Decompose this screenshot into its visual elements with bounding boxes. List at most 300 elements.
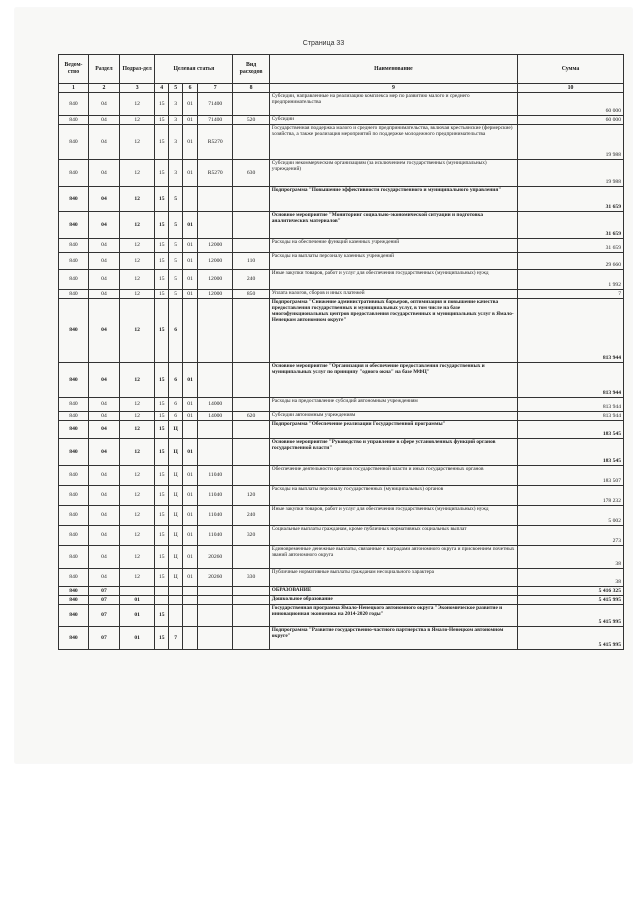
name-cell: Публичные нормативные выплаты гражданам несоциального характера xyxy=(269,569,517,587)
col-number: 6 xyxy=(183,84,198,93)
razdel-cell: 04 xyxy=(88,466,119,486)
name-cell: Основное мероприятие "Организация и обеспечение предоставления государственных и муниципальных услуг по принципу "одного окна" на базе МФЦ" xyxy=(269,363,517,398)
subprogram-cell: 6 xyxy=(169,299,183,363)
subprogram-cell: 5 xyxy=(169,212,183,239)
vid-cell xyxy=(233,439,269,466)
program-cell: 15 xyxy=(155,439,169,466)
vid-cell: 520 xyxy=(233,116,269,125)
event-cell: 01 xyxy=(183,160,198,187)
direction-cell xyxy=(198,596,233,605)
sum-cell: 183 545 xyxy=(518,421,624,439)
vedomstvo-cell: 840 xyxy=(59,526,89,546)
vedomstvo-cell: 840 xyxy=(59,299,89,363)
event-cell: 01 xyxy=(183,486,198,506)
col-number: 2 xyxy=(88,84,119,93)
vid-cell: 240 xyxy=(233,270,269,290)
header-vedomstvo: Ведом-ство xyxy=(59,55,89,84)
subprogram-cell xyxy=(169,605,183,627)
direction-cell: 12000 xyxy=(198,290,233,299)
sum-cell: 31 659 xyxy=(518,212,624,239)
vedomstvo-cell: 840 xyxy=(59,290,89,299)
razdel-cell: 04 xyxy=(88,526,119,546)
razdel-cell: 04 xyxy=(88,290,119,299)
program-cell: 15 xyxy=(155,270,169,290)
sum-cell: 31 659 xyxy=(518,239,624,253)
vid-cell xyxy=(233,125,269,160)
table-row xyxy=(59,421,624,439)
sum-cell: 1 992 xyxy=(518,270,624,290)
direction-cell: 71400 xyxy=(198,116,233,125)
name-cell: Единовременные денежные выплаты, связанные с наградами автономного округа и присвоением почетных званий автономного округа xyxy=(269,546,517,569)
name-cell: Субсидии, направленные на реализацию комплекса мер по развитию малого и среднего предпринимательства xyxy=(269,93,517,116)
vid-cell xyxy=(233,239,269,253)
podrazdel-cell: 12 xyxy=(119,253,154,270)
direction-cell xyxy=(198,363,233,398)
subprogram-cell: Ц xyxy=(169,546,183,569)
sum-cell: 19 988 xyxy=(518,125,624,160)
podrazdel-cell: 12 xyxy=(119,398,154,412)
name-cell: Подпрограмма "Повышение эффективности государственного и муниципального управления" xyxy=(269,187,517,212)
program-cell: 15 xyxy=(155,486,169,506)
name-cell: Иные закупки товаров, работ и услуг для обеспечения государственных (муниципальных) нужд xyxy=(269,270,517,290)
name-cell: Субсидии xyxy=(269,116,517,125)
razdel-cell: 04 xyxy=(88,398,119,412)
sum-cell: 5 415 995 xyxy=(518,605,624,627)
vedomstvo-cell: 840 xyxy=(59,412,89,421)
podrazdel-cell: 12 xyxy=(119,239,154,253)
vedomstvo-cell: 840 xyxy=(59,569,89,587)
podrazdel-cell: 12 xyxy=(119,187,154,212)
page-number: Страница 33 xyxy=(302,40,345,47)
vedomstvo-cell: 840 xyxy=(59,253,89,270)
subprogram-cell: Ц xyxy=(169,421,183,439)
subprogram-cell: 5 xyxy=(169,253,183,270)
razdel-cell: 04 xyxy=(88,187,119,212)
podrazdel-cell: 12 xyxy=(119,412,154,421)
event-cell: 01 xyxy=(183,439,198,466)
direction-cell: 20260 xyxy=(198,569,233,587)
razdel-cell: 04 xyxy=(88,212,119,239)
vid-cell xyxy=(233,546,269,569)
vedomstvo-cell: 840 xyxy=(59,116,89,125)
direction-cell: 11040 xyxy=(198,526,233,546)
podrazdel-cell: 01 xyxy=(119,605,154,627)
name-cell: Подпрограмма "Снижение административных барьеров, оптимизация и повышение качества предоставления государственных и муниципальных услуг, в том числе на базе многофункциональных центров предоставления государственных и муниципальных услуг в Ямало-Ненецком автономном округе" xyxy=(269,299,517,363)
table-row xyxy=(59,486,624,506)
podrazdel-cell: 12 xyxy=(119,290,154,299)
podrazdel-cell: 12 xyxy=(119,569,154,587)
name-cell: Государственная поддержка малого и среднего предпринимательства, включая крестьянские (фермерские) хозяйства, а также реализация мероприятий по поддержке молодежного предпринимательства xyxy=(269,125,517,160)
vedomstvo-cell: 840 xyxy=(59,363,89,398)
direction-cell: R5270 xyxy=(198,160,233,187)
razdel-cell: 04 xyxy=(88,546,119,569)
razdel-cell: 04 xyxy=(88,412,119,421)
table-row xyxy=(59,270,624,290)
vid-cell xyxy=(233,299,269,363)
razdel-cell: 07 xyxy=(88,627,119,650)
vid-cell xyxy=(233,398,269,412)
header-sum: Сумма xyxy=(518,55,624,84)
event-cell: 01 xyxy=(183,212,198,239)
vid-cell xyxy=(233,421,269,439)
vid-cell: 240 xyxy=(233,506,269,526)
sum-cell: 183 507 xyxy=(518,466,624,486)
sum-cell: 183 545 xyxy=(518,439,624,466)
table-row xyxy=(59,412,624,421)
subprogram-cell: 6 xyxy=(169,398,183,412)
vid-cell xyxy=(233,363,269,398)
podrazdel-cell: 12 xyxy=(119,506,154,526)
program-cell: 15 xyxy=(155,526,169,546)
event-cell xyxy=(183,421,198,439)
header-statya: Целевая статья xyxy=(155,55,233,84)
sum-cell: 19 988 xyxy=(518,160,624,187)
program-cell: 15 xyxy=(155,187,169,212)
subprogram-cell: 5 xyxy=(169,270,183,290)
event-cell: 01 xyxy=(183,125,198,160)
col-number: 10 xyxy=(518,84,624,93)
budget-table xyxy=(58,54,624,650)
vedomstvo-cell: 840 xyxy=(59,160,89,187)
event-cell: 01 xyxy=(183,363,198,398)
program-cell: 15 xyxy=(155,212,169,239)
subprogram-cell: Ц xyxy=(169,486,183,506)
subprogram-cell: 6 xyxy=(169,363,183,398)
program-cell: 15 xyxy=(155,160,169,187)
podrazdel-cell: 01 xyxy=(119,627,154,650)
sum-cell: 60 000 xyxy=(518,116,624,125)
sum-cell: 5 415 995 xyxy=(518,596,624,605)
vedomstvo-cell: 840 xyxy=(59,466,89,486)
vedomstvo-cell: 840 xyxy=(59,506,89,526)
subprogram-cell: Ц xyxy=(169,526,183,546)
direction-cell xyxy=(198,627,233,650)
event-cell: 01 xyxy=(183,466,198,486)
sum-cell: 5 002 xyxy=(518,506,624,526)
sum-cell: 813 944 xyxy=(518,412,624,421)
direction-cell: 11040 xyxy=(198,486,233,506)
podrazdel-cell: 12 xyxy=(119,116,154,125)
podrazdel-cell: 12 xyxy=(119,466,154,486)
podrazdel-cell: 12 xyxy=(119,486,154,506)
sum-cell: 178 232 xyxy=(518,486,624,506)
vedomstvo-cell: 840 xyxy=(59,546,89,569)
program-cell: 15 xyxy=(155,363,169,398)
header-row xyxy=(59,55,624,84)
vedomstvo-cell: 840 xyxy=(59,439,89,466)
vedomstvo-cell: 840 xyxy=(59,270,89,290)
table-row xyxy=(59,546,624,569)
event-cell: 01 xyxy=(183,270,198,290)
program-cell: 15 xyxy=(155,299,169,363)
col-number: 4 xyxy=(155,84,169,93)
col-number: 3 xyxy=(119,84,154,93)
name-cell: Государственная программа Ямало-Ненецкого автономного округа "Экономическое развитие и инновационная экономика на 2014-2020 годы" xyxy=(269,605,517,627)
event-cell xyxy=(183,596,198,605)
table-row xyxy=(59,587,624,596)
vedomstvo-cell: 840 xyxy=(59,93,89,116)
vid-cell xyxy=(233,627,269,650)
table-row xyxy=(59,596,624,605)
vid-cell: 120 xyxy=(233,486,269,506)
event-cell: 01 xyxy=(183,290,198,299)
subprogram-cell: 6 xyxy=(169,412,183,421)
name-cell: Социальные выплаты гражданам, кроме публичных нормативных социальных выплат xyxy=(269,526,517,546)
col-number: 1 xyxy=(59,84,89,93)
direction-cell: 12000 xyxy=(198,253,233,270)
table-row xyxy=(59,605,624,627)
event-cell: 01 xyxy=(183,569,198,587)
razdel-cell: 07 xyxy=(88,587,119,596)
col-number: 5 xyxy=(169,84,183,93)
col-number: 7 xyxy=(198,84,233,93)
subprogram-cell: 5 xyxy=(169,239,183,253)
event-cell xyxy=(183,299,198,363)
program-cell: 15 xyxy=(155,569,169,587)
table-row xyxy=(59,526,624,546)
event-cell: 01 xyxy=(183,239,198,253)
vid-cell xyxy=(233,466,269,486)
document-page xyxy=(15,8,632,763)
name-cell: Субсидии автономным учреждениям xyxy=(269,412,517,421)
program-cell xyxy=(155,587,169,596)
program-cell xyxy=(155,596,169,605)
razdel-cell: 04 xyxy=(88,569,119,587)
event-cell: 01 xyxy=(183,546,198,569)
program-cell: 15 xyxy=(155,398,169,412)
program-cell: 15 xyxy=(155,412,169,421)
sum-cell: 38 xyxy=(518,546,624,569)
direction-cell: 14000 xyxy=(198,412,233,421)
sum-cell: 273 xyxy=(518,526,624,546)
razdel-cell: 04 xyxy=(88,421,119,439)
table-row xyxy=(59,466,624,486)
vedomstvo-cell: 840 xyxy=(59,587,89,596)
sum-cell: 31 659 xyxy=(518,187,624,212)
sum-cell: 29 660 xyxy=(518,253,624,270)
program-cell: 15 xyxy=(155,116,169,125)
table-row xyxy=(59,160,624,187)
name-cell: Расходы на выплаты персоналу государственных (муниципальных) органов xyxy=(269,486,517,506)
vedomstvo-cell: 840 xyxy=(59,421,89,439)
sum-cell: 813 944 xyxy=(518,363,624,398)
direction-cell xyxy=(198,587,233,596)
sum-cell: 38 xyxy=(518,569,624,587)
table-row xyxy=(59,506,624,526)
razdel-cell: 04 xyxy=(88,439,119,466)
direction-cell: 12000 xyxy=(198,239,233,253)
podrazdel-cell: 12 xyxy=(119,160,154,187)
table-row xyxy=(59,363,624,398)
vid-cell xyxy=(233,187,269,212)
podrazdel-cell: 12 xyxy=(119,526,154,546)
subprogram-cell: Ц xyxy=(169,569,183,587)
subprogram-cell: 5 xyxy=(169,187,183,212)
sum-cell: 5 415 995 xyxy=(518,627,624,650)
razdel-cell: 04 xyxy=(88,125,119,160)
podrazdel-cell: 12 xyxy=(119,270,154,290)
razdel-cell: 04 xyxy=(88,116,119,125)
podrazdel-cell: 12 xyxy=(119,125,154,160)
program-cell: 15 xyxy=(155,290,169,299)
event-cell: 01 xyxy=(183,398,198,412)
header-razdel: Раздел xyxy=(88,55,119,84)
name-cell: Иные закупки товаров, работ и услуг для обеспечения государственных (муниципальных) нужд xyxy=(269,506,517,526)
program-cell: 15 xyxy=(155,421,169,439)
subprogram-cell: 3 xyxy=(169,93,183,116)
vedomstvo-cell: 840 xyxy=(59,125,89,160)
subprogram-cell xyxy=(169,587,183,596)
vid-cell: 620 xyxy=(233,412,269,421)
sum-cell: 5 416 325 xyxy=(518,587,624,596)
name-cell: Расходы на обеспечение функций казенных учреждений xyxy=(269,239,517,253)
podrazdel-cell: 12 xyxy=(119,546,154,569)
vedomstvo-cell: 840 xyxy=(59,398,89,412)
podrazdel-cell xyxy=(119,587,154,596)
table-row xyxy=(59,212,624,239)
sum-cell: 813 944 xyxy=(518,299,624,363)
event-cell: 01 xyxy=(183,526,198,546)
razdel-cell: 04 xyxy=(88,299,119,363)
column-number-row xyxy=(59,84,624,93)
program-cell: 15 xyxy=(155,253,169,270)
vedomstvo-cell: 840 xyxy=(59,239,89,253)
name-cell: ОБРАЗОВАНИЕ xyxy=(269,587,517,596)
table-row xyxy=(59,398,624,412)
program-cell: 15 xyxy=(155,125,169,160)
table-row xyxy=(59,569,624,587)
direction-cell xyxy=(198,187,233,212)
name-cell: Субсидии некоммерческим организациям (за исключением государственных (муниципальных) учреждений) xyxy=(269,160,517,187)
table-row xyxy=(59,439,624,466)
podrazdel-cell: 12 xyxy=(119,212,154,239)
vid-cell: 630 xyxy=(233,160,269,187)
table-row xyxy=(59,627,624,650)
subprogram-cell: Ц xyxy=(169,506,183,526)
podrazdel-cell: 12 xyxy=(119,93,154,116)
podrazdel-cell: 12 xyxy=(119,439,154,466)
vedomstvo-cell: 840 xyxy=(59,486,89,506)
direction-cell xyxy=(198,439,233,466)
razdel-cell: 07 xyxy=(88,596,119,605)
name-cell: Уплата налогов, сборов и иных платежей xyxy=(269,290,517,299)
vid-cell xyxy=(233,212,269,239)
name-cell: Обеспечение деятельности органов государственной власти и иных государственных органов xyxy=(269,466,517,486)
vid-cell xyxy=(233,587,269,596)
razdel-cell: 04 xyxy=(88,363,119,398)
podrazdel-cell: 12 xyxy=(119,421,154,439)
program-cell: 15 xyxy=(155,466,169,486)
subprogram-cell: 7 xyxy=(169,627,183,650)
direction-cell: 11040 xyxy=(198,506,233,526)
name-cell: Подпрограмма "Развитие государственно-частного партнерства в Ямало-Ненецком автономном округе" xyxy=(269,627,517,650)
subprogram-cell: Ц xyxy=(169,466,183,486)
event-cell xyxy=(183,587,198,596)
vid-cell: 330 xyxy=(233,569,269,587)
razdel-cell: 04 xyxy=(88,486,119,506)
vid-cell: 110 xyxy=(233,253,269,270)
program-cell: 15 xyxy=(155,93,169,116)
table-row xyxy=(59,239,624,253)
col-number: 9 xyxy=(269,84,517,93)
name-cell: Расходы на выплаты персоналу казенных учреждений xyxy=(269,253,517,270)
subprogram-cell xyxy=(169,596,183,605)
name-cell: Подпрограмма "Обеспечение реализации Государственной программы" xyxy=(269,421,517,439)
direction-cell: 20260 xyxy=(198,546,233,569)
col-number: 8 xyxy=(233,84,269,93)
program-cell: 15 xyxy=(155,546,169,569)
table-row xyxy=(59,125,624,160)
header-name: Наименование xyxy=(269,55,517,84)
vedomstvo-cell: 840 xyxy=(59,212,89,239)
event-cell: 01 xyxy=(183,93,198,116)
direction-cell: 12000 xyxy=(198,270,233,290)
subprogram-cell: 3 xyxy=(169,160,183,187)
name-cell: Основное мероприятие "Мониторинг социально-экономической ситуации и подготовка аналитических материалов" xyxy=(269,212,517,239)
name-cell: Дошкольное образование xyxy=(269,596,517,605)
program-cell: 15 xyxy=(155,506,169,526)
table-row xyxy=(59,253,624,270)
subprogram-cell: 5 xyxy=(169,290,183,299)
program-cell: 15 xyxy=(155,605,169,627)
vid-cell xyxy=(233,93,269,116)
sum-cell: 60 000 xyxy=(518,93,624,116)
sum-cell: 813 944 xyxy=(518,398,624,412)
table-row xyxy=(59,93,624,116)
vid-cell: 320 xyxy=(233,526,269,546)
direction-cell xyxy=(198,421,233,439)
vedomstvo-cell: 840 xyxy=(59,627,89,650)
program-cell: 15 xyxy=(155,627,169,650)
event-cell: 01 xyxy=(183,506,198,526)
direction-cell xyxy=(198,605,233,627)
event-cell xyxy=(183,605,198,627)
subprogram-cell: Ц xyxy=(169,439,183,466)
razdel-cell: 04 xyxy=(88,93,119,116)
event-cell: 01 xyxy=(183,116,198,125)
razdel-cell: 04 xyxy=(88,506,119,526)
vedomstvo-cell: 840 xyxy=(59,596,89,605)
podrazdel-cell: 12 xyxy=(119,299,154,363)
razdel-cell: 04 xyxy=(88,270,119,290)
direction-cell: 71400 xyxy=(198,93,233,116)
direction-cell xyxy=(198,299,233,363)
podrazdel-cell: 12 xyxy=(119,363,154,398)
subprogram-cell: 3 xyxy=(169,125,183,160)
subprogram-cell: 3 xyxy=(169,116,183,125)
razdel-cell: 04 xyxy=(88,160,119,187)
vid-cell: 850 xyxy=(233,290,269,299)
razdel-cell: 04 xyxy=(88,239,119,253)
event-cell xyxy=(183,187,198,212)
name-cell: Расходы на предоставление субсидий автономным учреждениям xyxy=(269,398,517,412)
table-row xyxy=(59,116,624,125)
direction-cell xyxy=(198,212,233,239)
header-podrazdel: Подраз-дел xyxy=(119,55,154,84)
event-cell: 01 xyxy=(183,253,198,270)
direction-cell: 11040 xyxy=(198,466,233,486)
table-row xyxy=(59,187,624,212)
vid-cell xyxy=(233,596,269,605)
sum-cell: 7 xyxy=(518,290,624,299)
vedomstvo-cell: 840 xyxy=(59,605,89,627)
event-cell: 01 xyxy=(183,412,198,421)
podrazdel-cell: 01 xyxy=(119,596,154,605)
razdel-cell: 04 xyxy=(88,253,119,270)
direction-cell: R5270 xyxy=(198,125,233,160)
table-row xyxy=(59,299,624,363)
name-cell: Основное мероприятие "Руководство и управление в сфере установленных функций органов государственной власти" xyxy=(269,439,517,466)
